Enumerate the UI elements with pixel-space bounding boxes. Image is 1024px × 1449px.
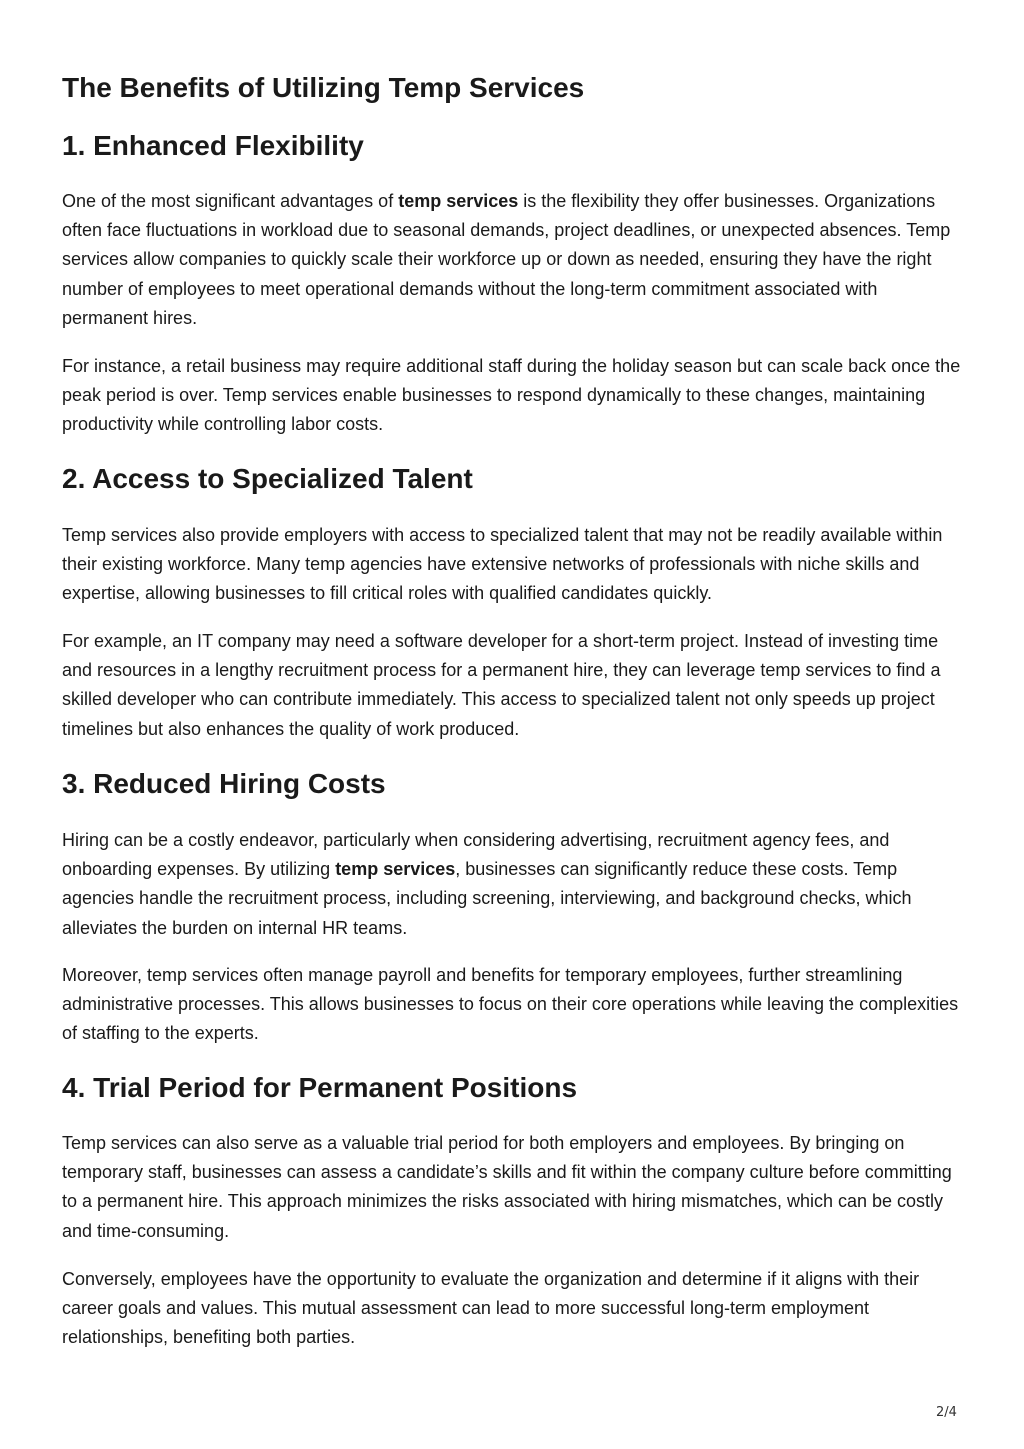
- paragraph: For example, an IT company may need a software developer for a short-term project. Instead of investing time and resources in a lengthy recruitment process for a permanent hire, they can leverage temp services to find a skilled developer who can contribute immediately. This access to specialized talent not only speeds up project timelines but also enhances the quality of work produced.: [62, 631, 941, 739]
- page-number: 2/4: [936, 1405, 957, 1420]
- paragraph-text: , businesses can significantly reduce these costs. Temp agencies handle the recruitment process, including screening, interviewing, and background checks, which alleviates the burden on internal HR teams.: [62, 859, 912, 938]
- section-heading-reduced-hiring-costs: 3. Reduced Hiring Costs: [62, 768, 386, 799]
- paragraph-text: Hiring can be a costly endeavor, particularly when considering advertising, recruitment agency fees, and onboarding expenses. By utilizing: [62, 830, 890, 880]
- paragraph: [62, 826, 967, 943]
- paragraph: Moreover, temp services often manage payroll and benefits for temporary employees, further streamlining administrative processes. This allows businesses to focus on their core operations while leaving the complexities of staffing to the experts.: [62, 965, 959, 1044]
- paragraph-text: is the flexibility they offer businesses. Organizations often face fluctuations in workload due to seasonal demands, project deadlines, or unexpected absences. Temp services allow companies to quickly scale their workforce up or down as needed, ensuring they have the right number of employees to meet operational demands without the long-term commitment associated with permanent hires.: [62, 191, 951, 328]
- section-heading-trial-period: 4. Trial Period for Permanent Positions: [62, 1072, 578, 1103]
- section-heading-specialized-talent: 2. Access to Specialized Talent: [62, 463, 473, 494]
- bold-keyword: temp services: [335, 859, 456, 880]
- page-title: The Benefits of Utilizing Temp Services: [62, 72, 585, 103]
- paragraph: [62, 187, 967, 333]
- paragraph: Temp services also provide employers with access to specialized talent that may not be readily available within their existing workforce. Many temp agencies have extensive networks of professionals with niche skills and expertise, allowing businesses to fill critical roles with qualified candidates quickly.: [62, 525, 943, 604]
- paragraph: Conversely, employees have the opportunity to evaluate the organization and determine if it aligns with their career goals and values. This mutual assessment can lead to more successful long-term employment relationships, benefiting both parties.: [62, 1269, 920, 1348]
- section-heading-enhanced-flexibility: 1. Enhanced Flexibility: [62, 130, 364, 161]
- bold-keyword: temp services: [398, 191, 519, 211]
- paragraph: For instance, a retail business may require additional staff during the holiday season but can scale back once the peak period is over. Temp services enable businesses to respond dynamically to these changes, maintaining productivity while controlling labor costs.: [62, 356, 961, 435]
- paragraph: Temp services can also serve as a valuable trial period for both employers and employees. By bringing on temporary staff, businesses can assess a candidate’s skills and fit within the company culture before committing to a permanent hire. This approach minimizes the risks associated with hiring mismatches, which can be costly and time-consuming.: [62, 1133, 952, 1241]
- paragraph-text: One of the most significant advantages of: [62, 191, 399, 211]
